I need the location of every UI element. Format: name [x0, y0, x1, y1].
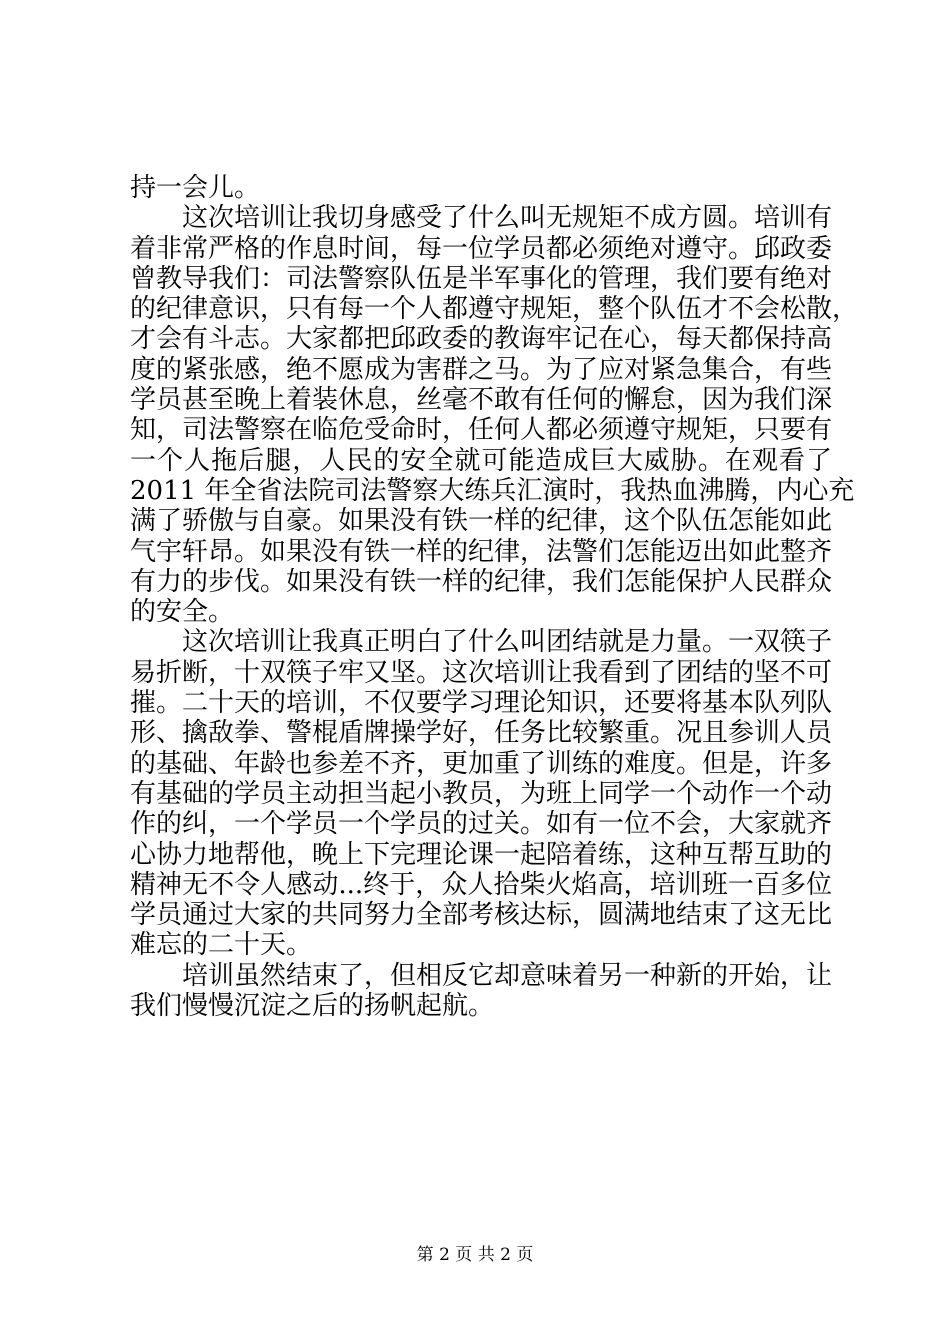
text-line: 知，司法警察在临危受命时，任何人都必须遵守规矩，只要有 — [130, 415, 833, 446]
text-line: 这次培训让我切身感受了什么叫无规矩不成方圆。培训有 — [182, 203, 833, 234]
text-line: 作的纠，一个学员一个学员的过关。如有一位不会，大家就齐 — [130, 809, 833, 840]
text-line: 这次培训让我真正明白了什么叫团结就是力量。一双筷子 — [182, 627, 833, 658]
text-line: 形、擒敌拳、警棍盾牌操学好，任务比较繁重。况且参训人员 — [130, 718, 833, 749]
page-number-footer: 第 2 页 共 2 页 — [416, 1245, 534, 1265]
text-line: 的基础、年龄也参差不齐，更加重了训练的难度。但是，许多 — [130, 748, 833, 779]
paragraph — [130, 961, 832, 1022]
text-line: 度的紧张感，绝不愿成为害群之马。为了应对紧急集合，有些 — [130, 354, 833, 385]
text-line: 精神无不令人感动...终于，众人拾柴火焰高，培训班一百多位 — [130, 869, 832, 900]
text-line: 曾教导我们：司法警察队伍是半军事化的管理，我们要有绝对 — [130, 263, 833, 294]
text-line: 2011 年全省法院司法警察大练兵汇演时，我热血沸腾，内心充 — [130, 475, 855, 506]
text-line: 一个人拖后腿，人民的安全就可能造成巨大威胁。在观看了 — [130, 445, 832, 476]
paragraph — [130, 173, 832, 203]
text-line: 的安全。 — [130, 597, 235, 628]
text-line: 有基础的学员主动担当起小教员，为班上同学一个动作一个动 — [130, 778, 833, 809]
paragraph — [130, 627, 832, 960]
text-line: 学员甚至晚上着装休息，丝毫不敢有任何的懈怠，因为我们深 — [130, 385, 833, 416]
text-line: 难忘的二十天。 — [130, 930, 313, 961]
paragraph — [130, 203, 859, 628]
text-line: 有力的步伐。如果没有铁一样的纪律，我们怎能保护人民群众 — [130, 566, 833, 597]
text-line: 满了骄傲与自豪。如果没有铁一样的纪律，这个队伍怎能如此 — [130, 506, 833, 537]
text-line: 心协力地帮他，晚上下完理论课一起陪着练，这种互帮互助的 — [130, 839, 833, 870]
text-line: 我们慢慢沉淀之后的扬帆起航。 — [130, 991, 495, 1022]
text-line: 易折断，十双筷子牢又坚。这次培训让我看到了团结的坚不可 — [130, 657, 833, 688]
document-body — [130, 173, 859, 1022]
text-line: 的纪律意识，只有每一个人都遵守规矩，整个队伍才不会松散， — [130, 294, 859, 325]
text-line: 学员通过大家的共同努力全部考核达标，圆满地结束了这无比 — [130, 900, 833, 931]
text-line: 摧。二十天的培训，不仅要学习理论知识，还要将基本队列队 — [130, 688, 833, 719]
text-line: 培训虽然结束了，但相反它却意味着另一种新的开始，让 — [182, 960, 833, 991]
text-line: 持一会儿。 — [130, 173, 261, 203]
text-line: 着非常严格的作息时间，每一位学员都必须绝对遵守。邱政委 — [130, 233, 833, 264]
text-line: 气宇轩昂。如果没有铁一样的纪律，法警们怎能迈出如此整齐 — [130, 536, 833, 567]
text-line: 才会有斗志。大家都把邱政委的教诲牢记在心，每天都保持高 — [130, 324, 833, 355]
